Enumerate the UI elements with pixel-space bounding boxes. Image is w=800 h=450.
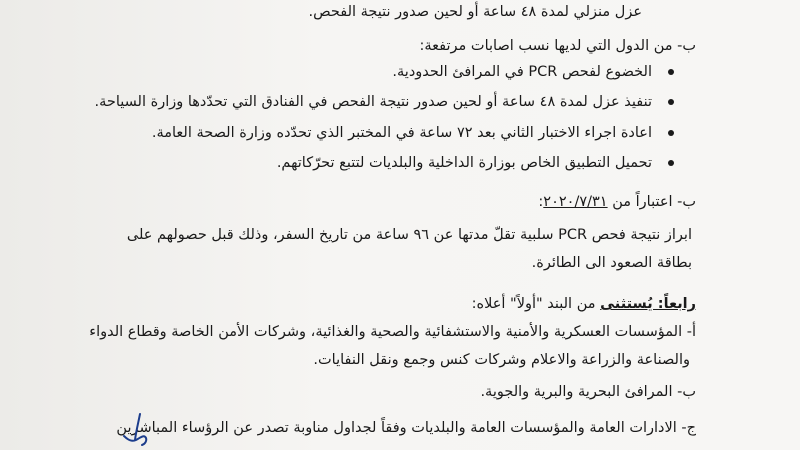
handwritten-signature-mark (118, 410, 152, 448)
date-heading (538, 192, 696, 212)
pcr-requirement-line-2: بطاقة الصعود الى الطائرة. (531, 255, 692, 271)
date-heading-prefix: ب- اعتباراً من (607, 194, 696, 210)
date-heading-suffix: : (538, 194, 544, 210)
date-heading-date: ٢٠٢٠/٧/٣١ (543, 194, 608, 210)
fourth-heading (472, 294, 696, 314)
bullet-pcr-border: الخضوع لفحص PCR في المرافئ الحدودية. (392, 64, 652, 80)
pcr-requirement-line-1: ابراز نتيجة فحص PCR سلبية تقلّ مدتها عن ٩٦ ساعة من تاريخ السفر، وذلك قبل حصولهم على (126, 227, 692, 243)
bullet-second-test: اعادة اجراء الاختبار الثاني بعد ٧٢ ساعة في المختبر الذي تحدّده وزارة الصحة العامة. (151, 125, 652, 141)
item-a-line-1: أ- المؤسسات العسكرية والأمنية والاستشفائية والصحية والغذائية، وشركات الأمن الخاصة وقطاع الدواء (89, 324, 696, 340)
item-a-line-2: والصناعة والزراعة والاعلام وشركات كنس وجمع ونقل النفايات. (313, 352, 690, 368)
item-b-line: ب- المرافئ البحرية والبرية والجوية. (480, 384, 696, 400)
bullet-hotel-isolation: تنفيذ عزل لمدة ٤٨ ساعة أو لحين صدور نتيجة الفحص في الفنادق التي تحدّدها وزارة السياحة. (94, 94, 652, 110)
home-isolation-line: عزل منزلي لمدة ٤٨ ساعة أو لحين صدور نتيجة الفحص. (308, 4, 642, 20)
item-c-line: ج- الادارات العامة والمؤسسات العامة والبلديات وفقاً لجداول مناوبة تصدر عن الرؤساء المباشرين (116, 420, 696, 436)
bullet-tracking-app: تحميل التطبيق الخاص بوزارة الداخلية والبلديات لتتبع تحرّكاتهم. (276, 155, 652, 171)
section-b-heading: ب- من الدول التي لديها نسب اصابات مرتفعة: (419, 38, 696, 54)
fourth-label: رابعاً: يُستثنى (600, 296, 696, 312)
fourth-rest: من البند "أولاً" أعلاه: (471, 296, 601, 312)
